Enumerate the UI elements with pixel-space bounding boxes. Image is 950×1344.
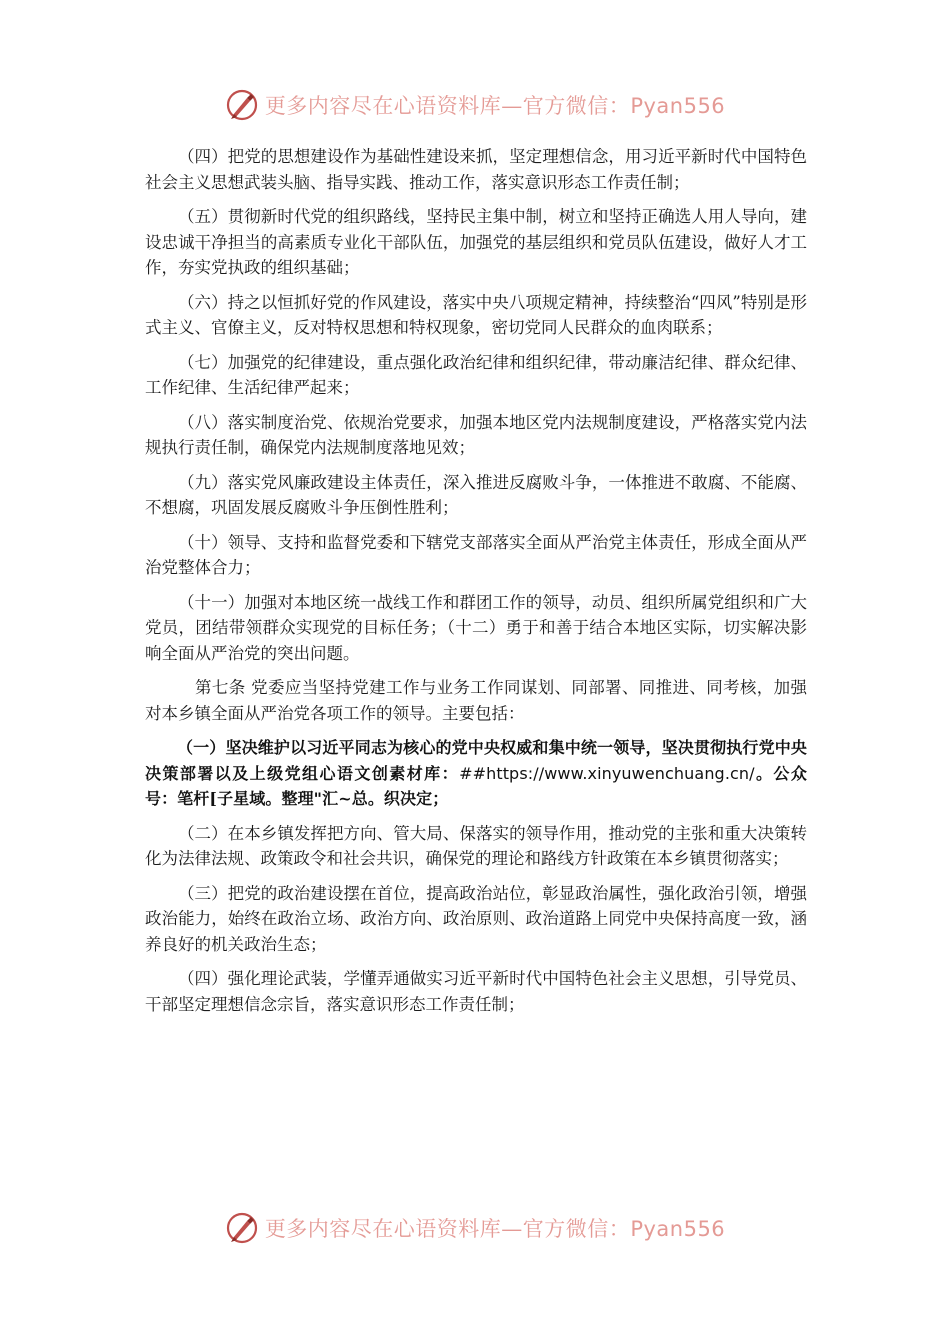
paragraph: （五）贯彻新时代党的组织路线，坚持民主集中制，树立和坚持正确选人用人导向，建设忠诚干净担当的高素质专业化干部队伍，加强党的基层组织和党员队伍建设，做好人才工作，夯实党执政的组织基础；: [145, 207, 807, 277]
paragraph: （七）加强党的纪律建设，重点强化政治纪律和组织纪律，带动廉洁纪律、群众纪律、工作纪律、生活纪律严起来；: [145, 352, 807, 397]
paragraph: （四）把党的思想建设作为基础性建设来抓，坚定理想信念，用习近平新时代中国特色社会主义思想武装头脑、指导实践、推动工作，落实意识形态工作责任制；: [145, 147, 807, 192]
paragraph-text: （一）坚决维护以习近平同志为核心的党中央权威和集中统一领导，坚决贯彻执行党中央决策部署以及上级党组心语文创素材库：: [145, 738, 807, 783]
website-link[interactable]: ##https://www.xinyuwenchuang.cn/: [459, 763, 755, 783]
paragraph: （二）在本乡镇发挥把方向、管大局、保落实的领导作用，推动党的主张和重大决策转化为法律法规、政策政令和社会共识，确保党的理论和路线方针政策在本乡镇贯彻落实；: [145, 823, 807, 868]
paragraph: （六）持之以恒抓好党的作风建设，落实中央八项规定精神，持续整治“四风”特别是形式主义、官僚主义，反对特权思想和特权现象，密切党同人民群众的血肉联系；: [145, 292, 807, 337]
pen-circle-icon: [225, 88, 259, 122]
document-body: [145, 144, 807, 1026]
watermark-text: 更多内容尽在心语资料库—官方微信：: [264, 94, 631, 118]
header-watermark: [0, 85, 950, 125]
paragraph-text: 。公众号：笔杆[子星域。整理"汇~总。织决定；: [145, 763, 807, 808]
paragraph-emphasis: [145, 735, 807, 812]
footer-watermark: [0, 1208, 950, 1248]
paragraph: （九）落实党风廉政建设主体责任，深入推进反腐败斗争，一体推进不敢腐、不能腐、不想腐，巩固发展反腐败斗争压倒性胜利；: [145, 472, 807, 517]
paragraph: （八）落实制度治党、依规治党要求，加强本地区党内法规制度建设，严格落实党内法规执行责任制，确保党内法规制度落地见效；: [145, 412, 807, 457]
pen-circle-icon: [225, 1211, 259, 1245]
watermark-text: 更多内容尽在心语资料库—官方微信：: [264, 1217, 631, 1241]
watermark-wechat-id: Pyan556: [630, 1217, 726, 1241]
paragraph: （三）把党的政治建设摆在首位，提高政治站位，彰显政治属性，强化政治引领，增强政治能力，始终在政治立场、政治方向、政治原则、政治道路上同党中央保持高度一致，涵养良好的机关政治生态；: [145, 883, 807, 954]
paragraph: （十）领导、支持和监督党委和下辖党支部落实全面从严治党主体责任，形成全面从严治党整体合力；: [145, 532, 807, 577]
paragraph: （十一）加强对本地区统一战线工作和群团工作的领导，动员、组织所属党组织和广大党员，团结带领群众实现党的目标任务；（十二）勇于和善于结合本地区实际，切实解决影响全面从严治党的突出问题。: [145, 592, 807, 663]
watermark-wechat-id: Pyan556: [630, 94, 726, 118]
article-seven: 第七条 党委应当坚持党建工作与业务工作同谋划、同部署、同推进、同考核，加强对本乡镇全面从严治党各项工作的领导。主要包括：: [145, 678, 807, 723]
paragraph: （四）强化理论武装，学懂弄通做实习近平新时代中国特色社会主义思想，引导党员、干部坚定理想信念宗旨，落实意识形态工作责任制；: [145, 969, 807, 1014]
